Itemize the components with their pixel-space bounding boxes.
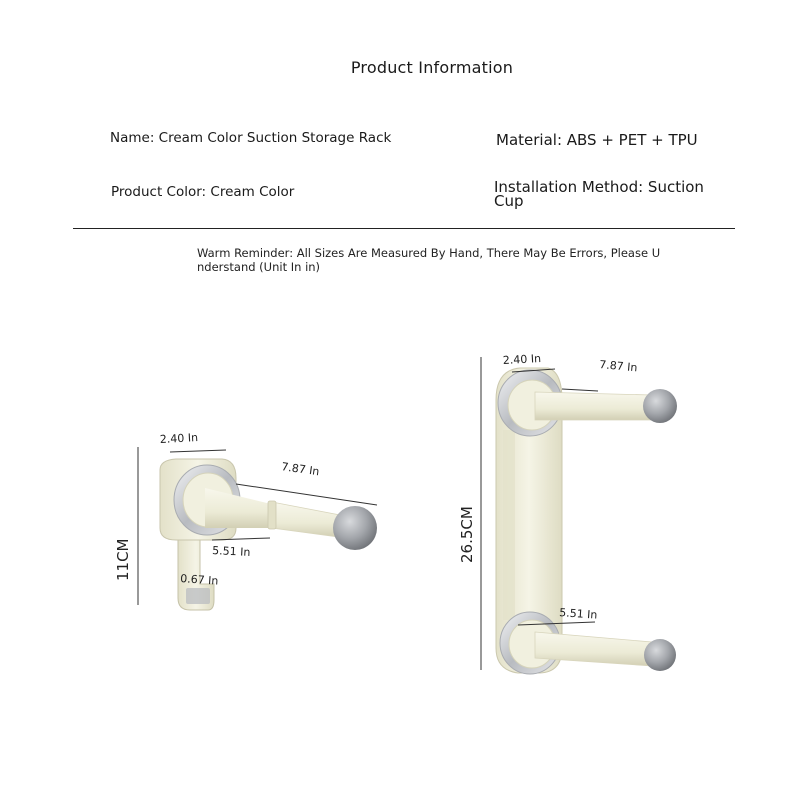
large-height-label: 26.5CM [458,506,476,563]
small-height-label: 11CM [114,538,132,581]
small-rack [114,431,377,610]
warm-reminder: Warm Reminder: All Sizes Are Measured By Hand, There May Be Errors, Please Understand (Unit In in) [197,246,661,274]
product-color: Product Color: Cream Color [111,184,295,200]
small-width-label: 2.40 In [159,431,199,446]
large-length-label: 7.87 In [598,358,638,375]
small-hook-label: 0.67 In [179,572,219,588]
product-name: Name: Cream Color Suction Storage Rack [110,130,392,146]
large-width-label: 2.40 In [502,352,542,367]
large-rack [458,352,677,674]
page-title: Product Information [350,58,514,77]
installation-method: Installation Method: Suction Cup [494,178,704,210]
large-rod-label: 5.51 In [558,606,598,622]
large-top-ball-end [643,389,677,423]
small-ball-end [333,506,377,550]
small-rod-label: 5.51 In [211,544,251,559]
small-length-label: 7.87 In [280,460,321,479]
large-bottom-ball-end [644,639,676,671]
product-material: Material: ABS + PET + TPU [496,131,698,149]
